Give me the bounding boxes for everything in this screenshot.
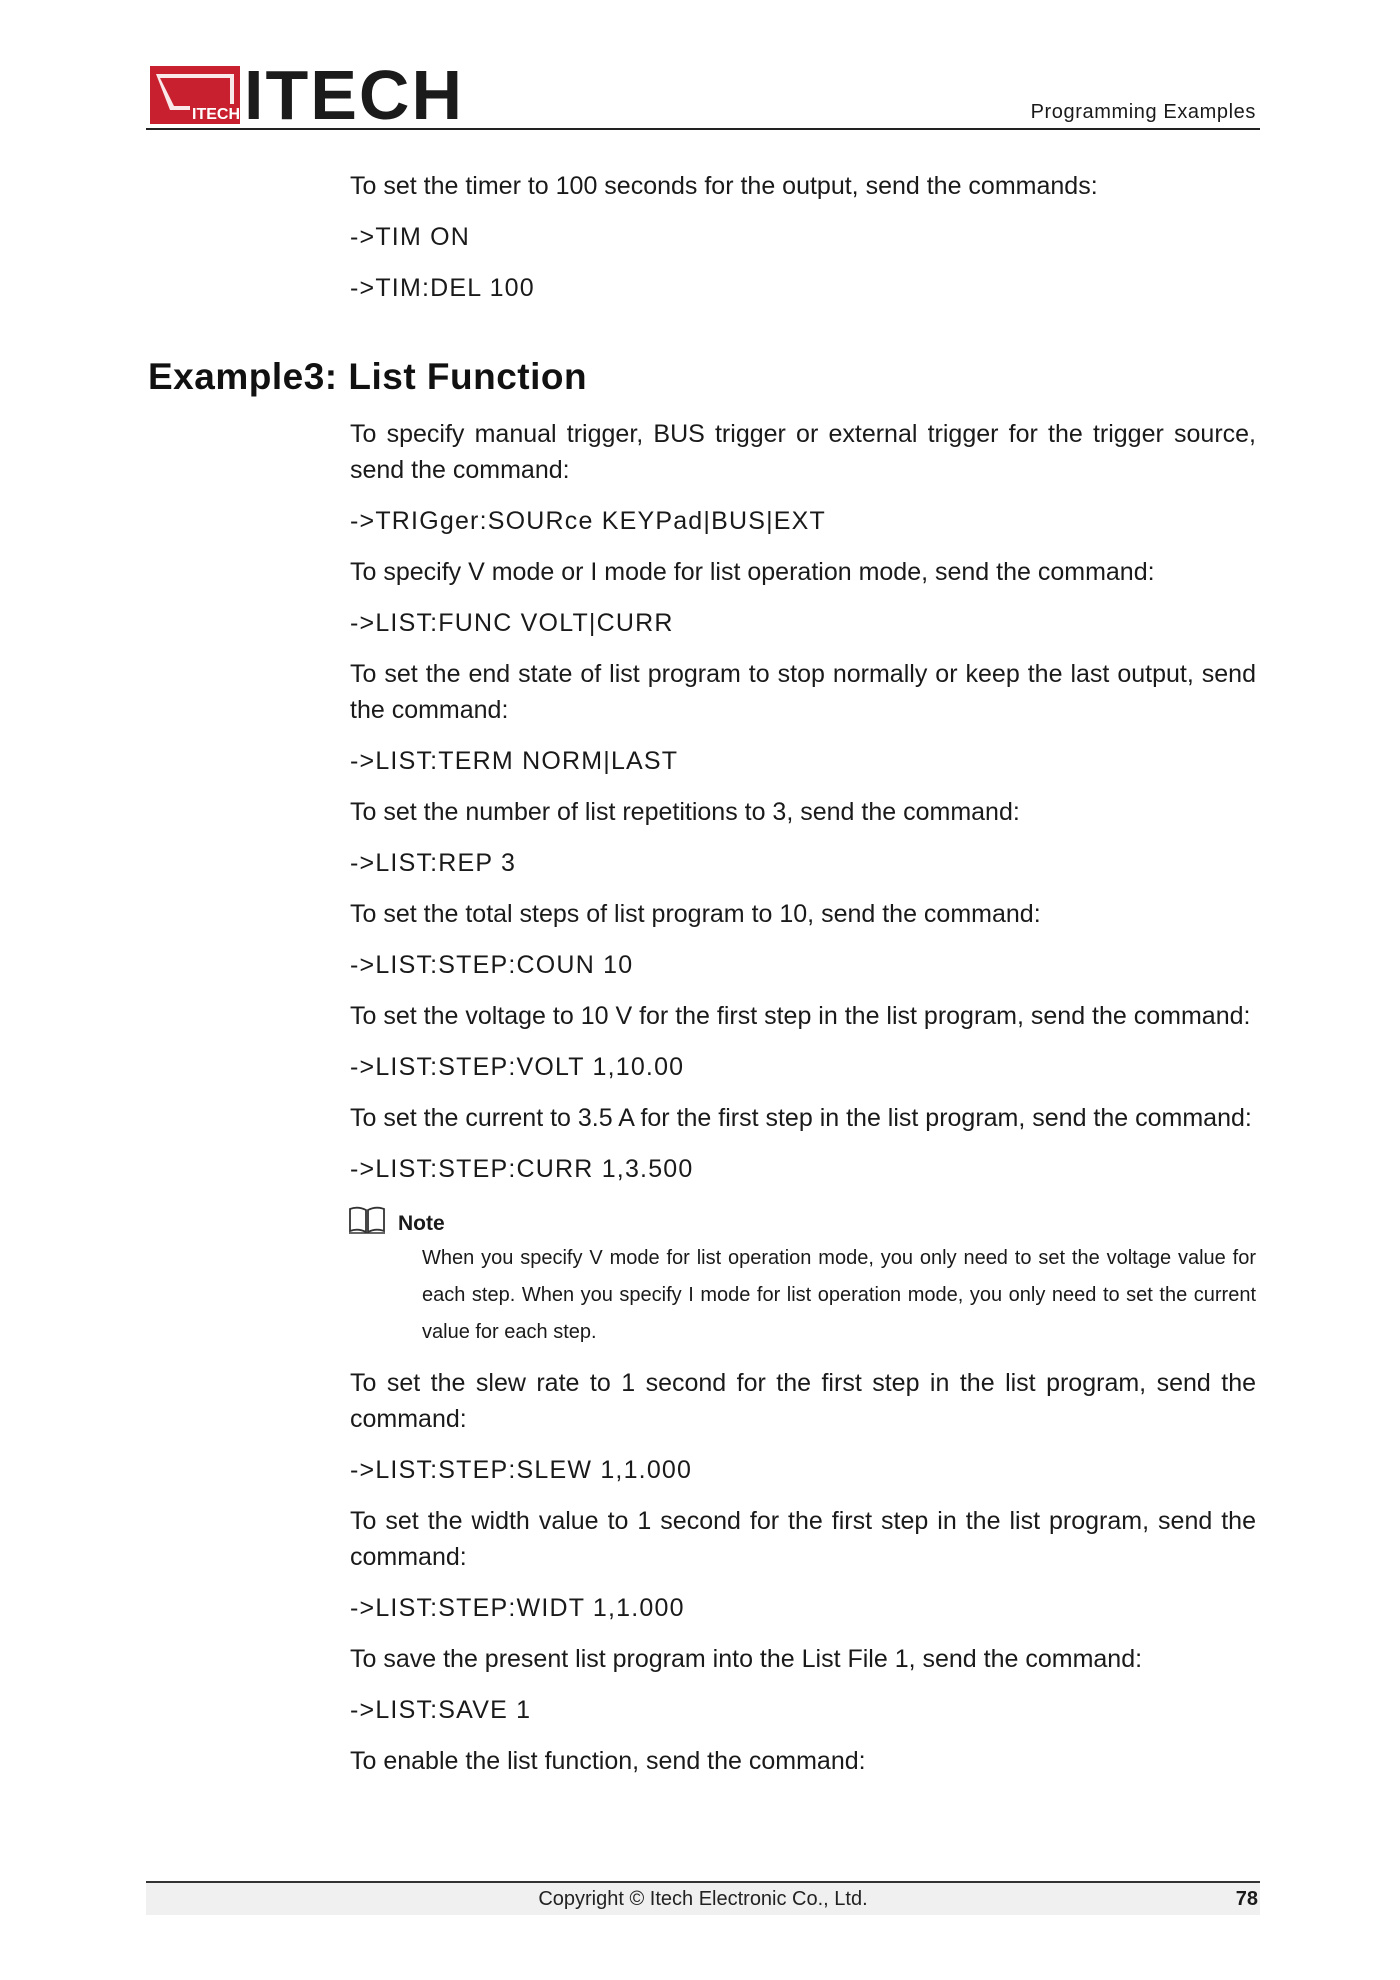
instruction-text: To set the voltage to 10 V for the first step in the list program, send the command: [350,1002,1251,1030]
note-box [350,1202,1256,1351]
note-text: When you specify V mode for list operation mode, you only need to set the voltage value for each step. When you specify I mode for list operation mode, you only need to set the current value for each step. [422,1247,1256,1343]
page-footer [146,1881,1260,1915]
instruction-text: To specify V mode or I mode for list operation mode, send the command: [350,558,1155,586]
command-line: ->LIST:STEP:VOLT 1,10.00 [350,1053,685,1081]
instruction-text: To save the present list program into the List File 1, send the command: [350,1645,1143,1673]
command-line: ->LIST:REP 3 [350,849,517,877]
book-icon [348,1205,386,1235]
instruction-text: To set the width value to 1 second for the first step in the list program, send the command: [350,1507,1256,1571]
itech-logo-mark [150,66,240,124]
logo-mark-text: ITECH [192,106,240,123]
page-number: 78 [1235,1888,1258,1910]
command-line: ->TRIGger:SOURce KEYPad|BUS|EXT [350,507,827,535]
timer-instruction: To set the timer to 100 seconds for the output, send the commands: [350,172,1098,200]
command-line: ->LIST:STEP:CURR 1,3.500 [350,1155,694,1183]
instruction-text: To specify manual trigger, BUS trigger or external trigger for the trigger source, send the command: [350,420,1256,484]
command-line: ->TIM ON [350,223,471,251]
command-line: ->TIM:DEL 100 [350,274,535,302]
logo-wordmark: ITECH [244,66,464,124]
instruction-text: To set the slew rate to 1 second for the first step in the list program, send the command: [350,1369,1256,1433]
section-heading: Example3: List Function [148,356,588,397]
note-title: Note [398,1212,445,1235]
copyright-text: Copyright © Itech Electronic Co., Ltd. [538,1888,868,1910]
itech-logo [150,66,464,124]
command-line: ->LIST:SAVE 1 [350,1696,532,1724]
command-line: ->LIST:STEP:COUN 10 [350,951,634,979]
instruction-text: To enable the list function, send the command: [350,1747,866,1775]
command-line: ->LIST:TERM NORM|LAST [350,747,679,775]
command-line: ->LIST:STEP:WIDT 1,1.000 [350,1594,685,1622]
instruction-text: To set the current to 3.5 A for the first step in the list program, send the command: [350,1104,1252,1132]
running-head: Programming Examples [1030,101,1256,123]
instruction-text: To set the number of list repetitions to 3, send the command: [350,798,1020,826]
command-line: ->LIST:STEP:SLEW 1,1.000 [350,1456,693,1484]
intro-block [350,168,1256,321]
note-header [350,1202,1256,1238]
instruction-text: To set the total steps of list program to 10, send the command: [350,900,1041,928]
page-header [146,60,1260,130]
main-content [350,416,1256,1794]
instruction-text: To set the end state of list program to stop normally or keep the last output, send the command: [350,660,1256,724]
command-line: ->LIST:FUNC VOLT|CURR [350,609,674,637]
